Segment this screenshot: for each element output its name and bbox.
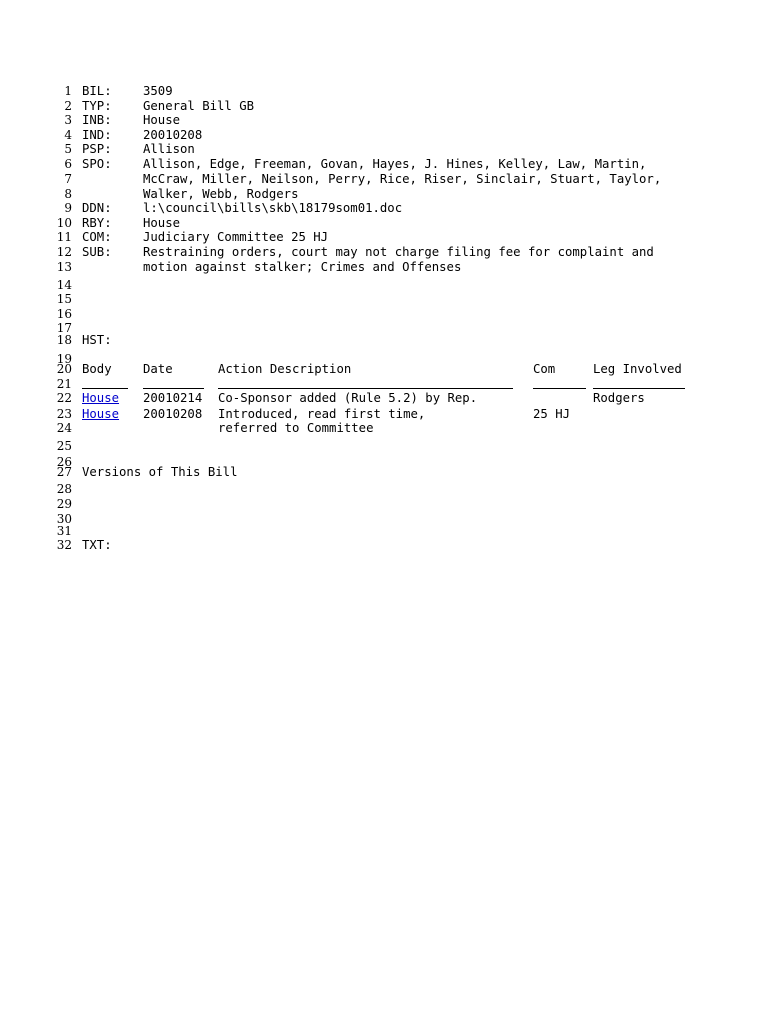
- field-label-rby: RBY:: [82, 216, 112, 230]
- line-number: 20: [56, 362, 72, 376]
- header-divider: [143, 388, 204, 389]
- field-label-sub: SUB:: [82, 245, 112, 259]
- line-number: 13: [56, 260, 72, 274]
- line-number: 18: [56, 333, 72, 347]
- history-row-action: Introduced, read first time,: [218, 407, 426, 421]
- line-number: 32: [56, 538, 72, 552]
- history-header-leg: Leg Involved: [593, 362, 682, 376]
- history-header-date: Date: [143, 362, 173, 376]
- line-number: 28: [56, 482, 72, 496]
- line-number: 29: [56, 497, 72, 511]
- line-number: 17: [56, 321, 72, 335]
- line-number: 31: [56, 524, 72, 538]
- line-number: 14: [56, 278, 72, 292]
- txt-label: TXT:: [82, 538, 112, 552]
- field-value-rby: House: [143, 216, 181, 230]
- history-label: HST:: [82, 333, 112, 347]
- line-number: 30: [56, 512, 72, 526]
- line-number: 7: [64, 172, 72, 186]
- line-number: 11: [56, 230, 72, 244]
- header-divider: [218, 388, 513, 389]
- line-number: 19: [56, 352, 72, 366]
- line-number: 24: [56, 421, 72, 435]
- line-number: 16: [56, 307, 72, 321]
- line-number: 3: [64, 113, 72, 127]
- line-number: 1: [64, 84, 72, 98]
- header-divider: [82, 388, 128, 389]
- line-number: 25: [56, 439, 72, 453]
- line-number: 6: [64, 157, 72, 171]
- field-value-inb: House: [143, 113, 181, 127]
- line-number: 12: [56, 245, 72, 259]
- field-value-com: Judiciary Committee 25 HJ: [143, 230, 329, 244]
- history-row-date: 20010208: [143, 407, 203, 421]
- history-row-action: referred to Committee: [218, 421, 374, 435]
- history-row-date: 20010214: [143, 391, 203, 405]
- header-divider: [593, 388, 685, 389]
- field-label-bil: BIL:: [82, 84, 112, 98]
- line-number: 8: [64, 187, 72, 201]
- versions-heading: Versions of This Bill: [82, 465, 238, 479]
- field-value-spo-line: Allison, Edge, Freeman, Govan, Hayes, J. Hines, Kelley, Law, Martin,: [143, 157, 647, 171]
- line-number: 2: [64, 99, 72, 113]
- field-label-ind: IND:: [82, 128, 112, 142]
- history-header-action: Action Description: [218, 362, 352, 376]
- history-row-body-link[interactable]: House: [82, 407, 120, 421]
- line-number: 22: [56, 391, 72, 405]
- field-label-typ: TYP:: [82, 99, 112, 113]
- field-value-ddn: l:\council\bills\skb\18179som01.doc: [143, 201, 403, 215]
- line-number: 26: [56, 455, 72, 469]
- line-number: 23: [56, 407, 72, 421]
- history-row-action: Co-Sponsor added (Rule 5.2) by Rep.: [218, 391, 478, 405]
- field-value-ind: 20010208: [143, 128, 203, 142]
- line-number: 5: [64, 142, 72, 156]
- field-label-ddn: DDN:: [82, 201, 112, 215]
- field-value-psp: Allison: [143, 142, 195, 156]
- field-value-typ: General Bill GB: [143, 99, 255, 113]
- field-label-inb: INB:: [82, 113, 112, 127]
- line-number: 10: [56, 216, 72, 230]
- line-number: 4: [64, 128, 72, 142]
- history-header-body: Body: [82, 362, 112, 376]
- field-value-bil: 3509: [143, 84, 173, 98]
- field-label-psp: PSP:: [82, 142, 112, 156]
- field-value-sub-line: Restraining orders, court may not charge filing fee for complaint and: [143, 245, 654, 259]
- field-value-spo-line: Walker, Webb, Rodgers: [143, 187, 299, 201]
- history-header-com: Com: [533, 362, 556, 376]
- history-row-leg: Rodgers: [593, 391, 645, 405]
- history-row-com: 25 HJ: [533, 407, 571, 421]
- field-label-spo: SPO:: [82, 157, 112, 171]
- field-value-sub-line: motion against stalker; Crimes and Offenses: [143, 260, 462, 274]
- history-row-body-link[interactable]: House: [82, 391, 120, 405]
- field-label-com: COM:: [82, 230, 112, 244]
- line-number: 9: [64, 201, 72, 215]
- header-divider: [533, 388, 586, 389]
- line-number: 15: [56, 292, 72, 306]
- field-value-spo-line: McCraw, Miller, Neilson, Perry, Rice, Riser, Sinclair, Stuart, Taylor,: [143, 172, 662, 186]
- line-number: 21: [56, 377, 72, 391]
- line-number: 27: [56, 465, 72, 479]
